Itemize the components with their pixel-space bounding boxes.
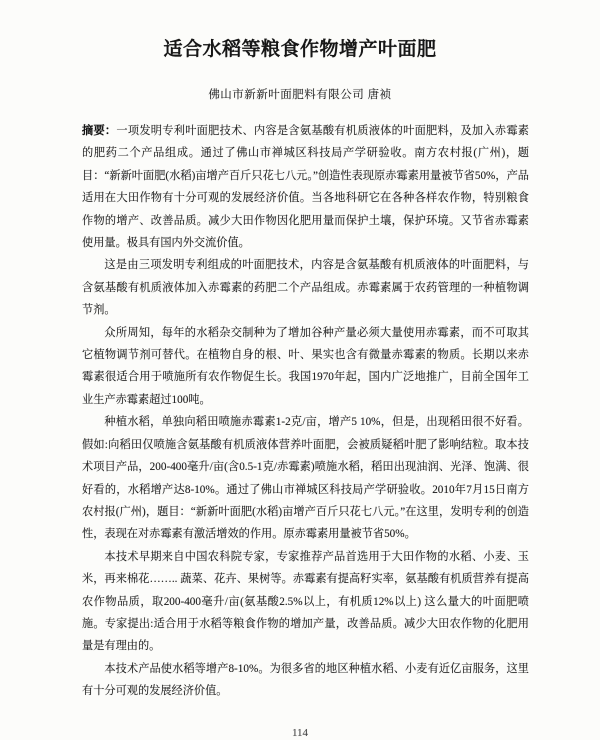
- body-paragraph: 种植水稻，单独向稻田喷施赤霉素1-2克/亩，增产5 10%，但是，出现稻田很不好看。假如:向稻田仅喷施含氨基酸有机质液体营养叶面肥，会被质疑稻叶肥了影响结粒。取本技术项目产品，200-400毫升/亩(含0.5-1克/赤霉素)喷施水稻，稻田出现油润、光泽、饱满、很好看的，水稻增产达8-10%。通过了佛山市禅城区科技局产学研验收。2010年7月15日南方农村报(广州)，题目：“新新叶面肥(水稻)亩增产百斤只花七八元。”在这里，发明专利的创造性，表现在对赤霉素有激活增效的作用。原赤霉素用量被节省50%。: [82, 416, 529, 541]
- abstract-text: 一项发明专利叶面肥技术、内容是含氨基酸有机质液体的叶面肥料，及加入赤霉素的肥药二个产品组成。通过了佛山市禅城区科技局产学研验收。南方农村报(广州)，题目：“新新叶面肥(水稻)亩增产百斤只花七八元。”创造性表现原赤霉素用量被节省50%，产品适用在大田作物有十分可观的发展经济价值。当各地科研它在各种各样农作物，特别粮食作物的增产、改善品质。减少大田作物因化肥用量而保护土壤，保护环境。又节省赤霉素使用量。极具有国内外交流价值。: [82, 125, 529, 250]
- document-body: [82, 120, 529, 703]
- body-paragraph: 本技术早期来自中国农科院专家，专家推荐产品首选用于大田作物的水稻、小麦、玉米，再来棉花…….. 蔬菜、花卉、果树等。赤霉素有提高籽实率，氨基酸有机质营养有提高农作物品质，取200-400毫升/亩(氨基酸2.5%以上，有机质12%以上) 这么量大的叶面肥喷施。专家提出:适合用于水稻等粮食作物的增加产量，改善品质。减少大田农作物的化肥用量是有理由的。: [82, 550, 529, 653]
- abstract-paragraph: [82, 120, 529, 254]
- body-paragraph: 这是由三项发明专利组成的叶面肥技术，内容是含氨基酸有机质液体的叶面肥料，与含氨基酸有机质液体加入赤霉素的药肥二个产品组成。赤霉素属于农药管理的一种植物调节剂。: [82, 259, 529, 317]
- body-paragraph: 众所周知，每年的水稻杂交制种为了增加谷种产量必须大量使用赤霉素，而不可取其它植物调节剂可替代。在植物自身的根、叶、果实也含有微量赤霉素的物质。长期以来赤霉素很适合用于喷施所有农作物促生长。我国1970年起，国内广泛地推广，目前全国年工业生产赤霉素超过100吨。: [82, 326, 529, 406]
- page-number: 114: [291, 727, 309, 739]
- body-paragraph: 本技术产品使水稻等增产8-10%。为很多省的地区种植水稻、小麦有近亿亩服务，这里有十分可观的发展经济价值。: [82, 662, 529, 698]
- page-title: 适合水稻等粮食作物增产叶面肥: [163, 39, 437, 60]
- abstract-label: 摘要：: [82, 125, 117, 137]
- byline: 佛山市新新叶面肥料有限公司 唐祯: [208, 89, 392, 101]
